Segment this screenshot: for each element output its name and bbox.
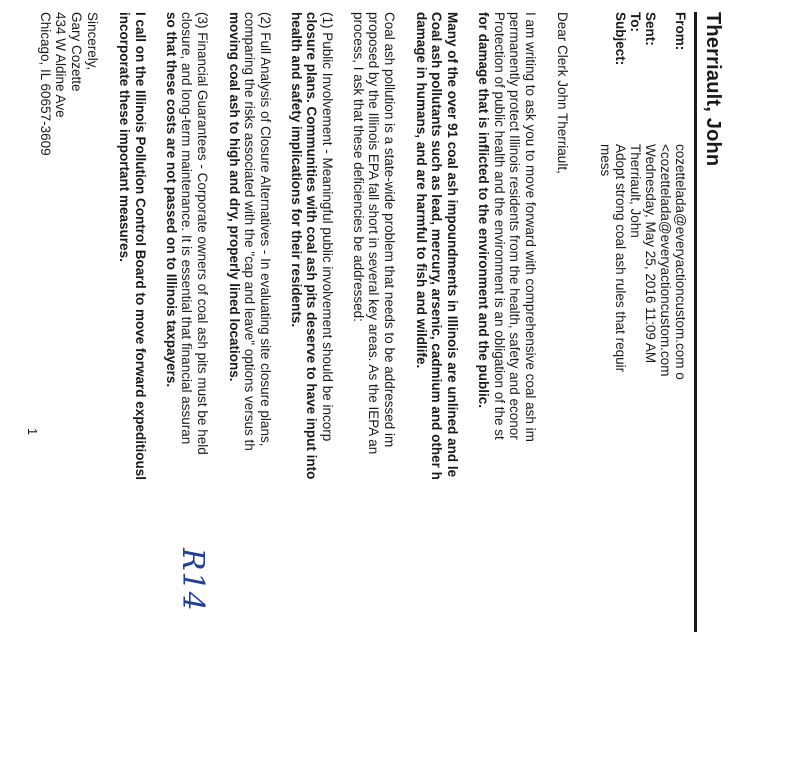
paragraph-line: Coal ash pollution is a state-wide problem that needs to be addressed im [382,12,397,448]
paragraph-line: health and safety implications for their residents. [289,12,304,328]
paragraph-closing [117,12,148,772]
paragraph-line: (1) Public Involvement - Meaningful public involvement should be incorp [320,12,335,442]
handwritten-mark: R14 [175,548,210,612]
list-item-financial-guarantees [164,12,211,772]
signoff: Sincerely, [85,12,100,71]
paragraph-line: damage in humans, and are harmful to fish and wildlife. [414,12,429,369]
paragraph-line: I am writing to ask you to move forward with comprehensive coal ash im [523,12,538,442]
paragraph-line: moving coal ash to high and dry, properly lined locations. [227,12,242,382]
sent-value: Wednesday, May 25, 2016 11:09 AM [643,144,658,364]
paragraph-line: I call on the Illinois Pollution Control Board to move forward expeditiousl [133,12,148,481]
list-item-public-involvement [289,12,336,772]
paragraph-line: (3) Financial Guarantees - Corporate owners of coal ash pits must be held [195,12,210,455]
paragraph-line: so that these costs are not passed on to Illinois taxpayers. [164,12,179,388]
header-subject-row [613,12,629,373]
from-value: cozettelada@everyactioncustom.com o [673,144,688,380]
paragraph-request [476,12,538,772]
paragraph-line: Coal ash pollutants such as lead, mercury, arsenic, cadmium and other h [429,12,445,480]
subject-value: Adopt strong coal ash rules that requir [613,144,628,373]
to-value: Therriault, John [628,144,643,238]
paragraph-line: process, I ask that these deficiencies be addressed: [351,12,366,322]
paragraph-line: incorporate these important measures. [117,12,133,262]
paragraph-line: Many of the over 91 coal ash impoundments in Illinois are unlined and le [445,12,460,478]
subject-value-continued: mess [598,144,613,177]
paragraph-line: closure plans. Communities with coal ash pits deserve to have input into [304,12,320,480]
paragraph-impoundments [414,12,461,772]
signature-street: 434 W Aldine Ave [53,12,69,118]
paragraph-statewide [351,12,398,772]
header-to-row [628,12,644,238]
from-value-email: <cozettelada@everyactioncustom.com [658,144,673,377]
from-label: From: [673,12,688,51]
header-sent-row [643,12,659,364]
header-from-row [673,12,689,380]
paragraph-line: proposed by the Illinois EPA fall short in several key areas. As the IEPA an [366,12,382,455]
paragraph-line: (2) Full Analysis of Closure Alternatives - In evaluating site closure plans, [258,12,273,447]
sent-label: Sent: [643,12,658,46]
title-divider [694,12,697,632]
signature-name: Gary Cozette [69,12,84,92]
paragraph-line: for damage that is inflicted to the environment and the public. [476,12,492,409]
paragraph-line: Protection of public health and the environment is an obligation of the st [492,12,507,440]
salutation: Dear Clerk John Therriault, [555,12,570,174]
to-label: To: [628,12,643,32]
document-title: Therriault, John [702,12,724,167]
paragraph-line: permanently protect Illinois residents from the health, safety and econor [507,12,523,440]
page-number: 1 [25,428,40,436]
paragraph-line: comparing the risks associated with the "cap and leave" options versus th [242,12,258,451]
paragraph-line: closure, and long-term maintenance. It is essential that financial assuran [179,12,195,445]
signature-block [38,12,85,772]
signature-city: Chicago, IL 60657-3609 [38,12,53,156]
subject-label: Subject: [613,12,628,66]
list-item-closure-alternatives [227,12,274,772]
